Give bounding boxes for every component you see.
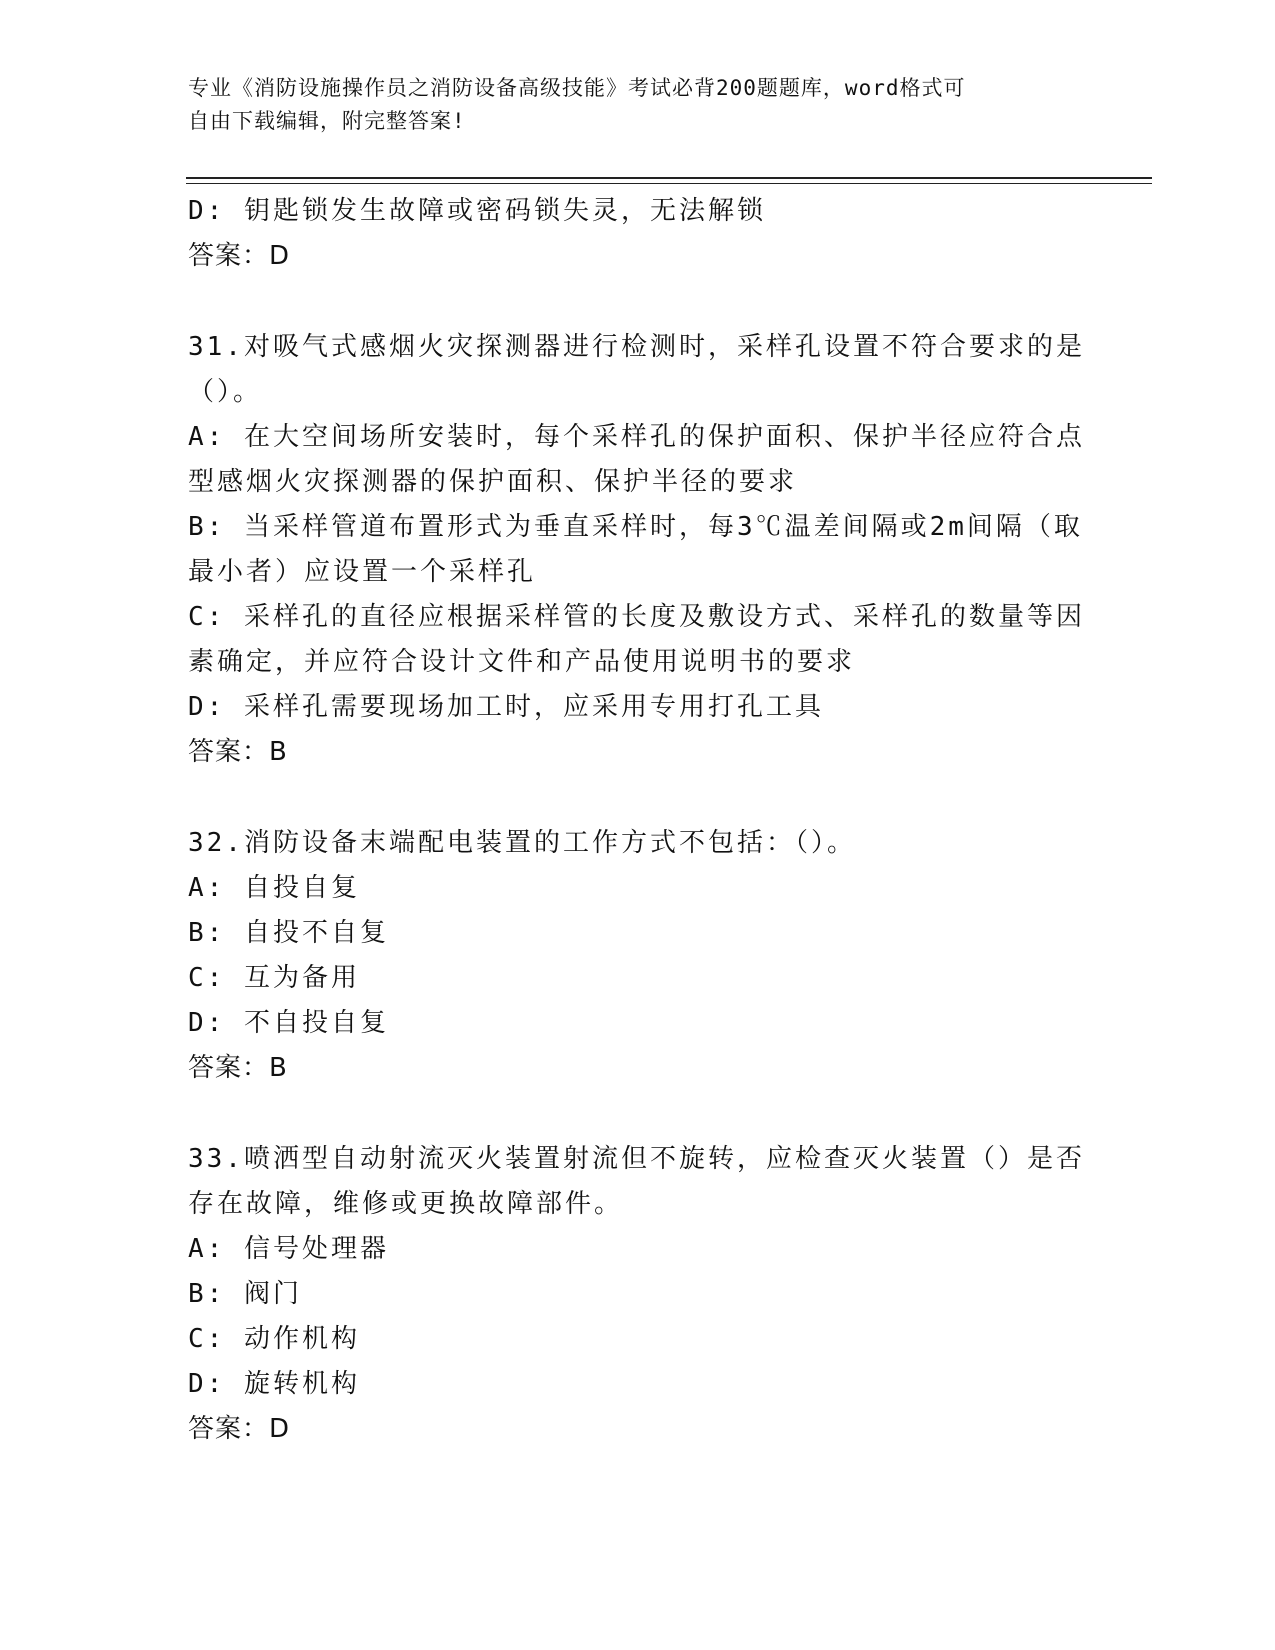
option-c: C: 动作机构 [188, 1324, 360, 1354]
document-header [188, 72, 1068, 138]
question-stem-cont: 存在故障，维修或更换故障部件。 [188, 1189, 624, 1219]
answer-label: 答案：D [188, 1414, 291, 1444]
header-line-1: 专业《消防设施操作员之消防设备高级技能》考试必背200题题库，word格式可 [188, 76, 966, 100]
option-b-cont: 最小者）应设置一个采样孔 [188, 557, 537, 587]
option-d: D: 采样孔需要现场加工时，应采用专用打孔工具 [188, 692, 824, 722]
question-stem: 32.消防设备末端配电装置的工作方式不包括：（）。 [188, 828, 856, 858]
option-a: A: 自投自复 [188, 873, 360, 903]
question-31 [188, 325, 1088, 775]
question-30-tail [188, 189, 1088, 279]
option-a: A: 在大空间场所安装时，每个采样孔的保护面积、保护半径应符合点 [188, 422, 1085, 452]
question-33 [188, 1137, 1088, 1452]
question-stem-cont: （）。 [188, 377, 263, 407]
question-32 [188, 821, 1088, 1091]
question-spacer [188, 1091, 1088, 1137]
answer-label: 答案：B [188, 1053, 288, 1083]
question-list [188, 189, 1088, 1452]
question-stem: 31.对吸气式感烟火灾探测器进行检测时，采样孔设置不符合要求的是 [188, 332, 1085, 362]
option-b: B: 当采样管道布置形式为垂直采样时，每3℃温差间隔或2m间隔（取 [188, 512, 1083, 542]
header-line-2: 自由下载编辑，附完整答案! [188, 109, 466, 133]
option-c-cont: 素确定，并应符合设计文件和产品使用说明书的要求 [188, 647, 856, 677]
option-b: B: 阀门 [188, 1279, 302, 1309]
header-divider-thick [186, 177, 1152, 179]
option-c: C: 采样孔的直径应根据采样管的长度及敷设方式、采样孔的数量等因 [188, 602, 1085, 632]
question-spacer [188, 279, 1088, 325]
answer-label: 答案：B [188, 737, 288, 767]
option-b: B: 自投不自复 [188, 918, 389, 948]
question-spacer [188, 775, 1088, 821]
option-c: C: 互为备用 [188, 963, 360, 993]
option-d: D: 旋转机构 [188, 1369, 360, 1399]
option-a: A: 信号处理器 [188, 1234, 389, 1264]
answer-label: 答案：D [188, 241, 291, 271]
question-stem: 33.喷洒型自动射流灭火装置射流但不旋转，应检查灭火装置（）是否 [188, 1144, 1085, 1174]
option-a-cont: 型感烟火灾探测器的保护面积、保护半径的要求 [188, 467, 798, 497]
option-d: D: 钥匙锁发生故障或密码锁失灵，无法解锁 [188, 196, 766, 226]
option-d: D: 不自投自复 [188, 1008, 389, 1038]
header-divider-thin [186, 183, 1152, 184]
